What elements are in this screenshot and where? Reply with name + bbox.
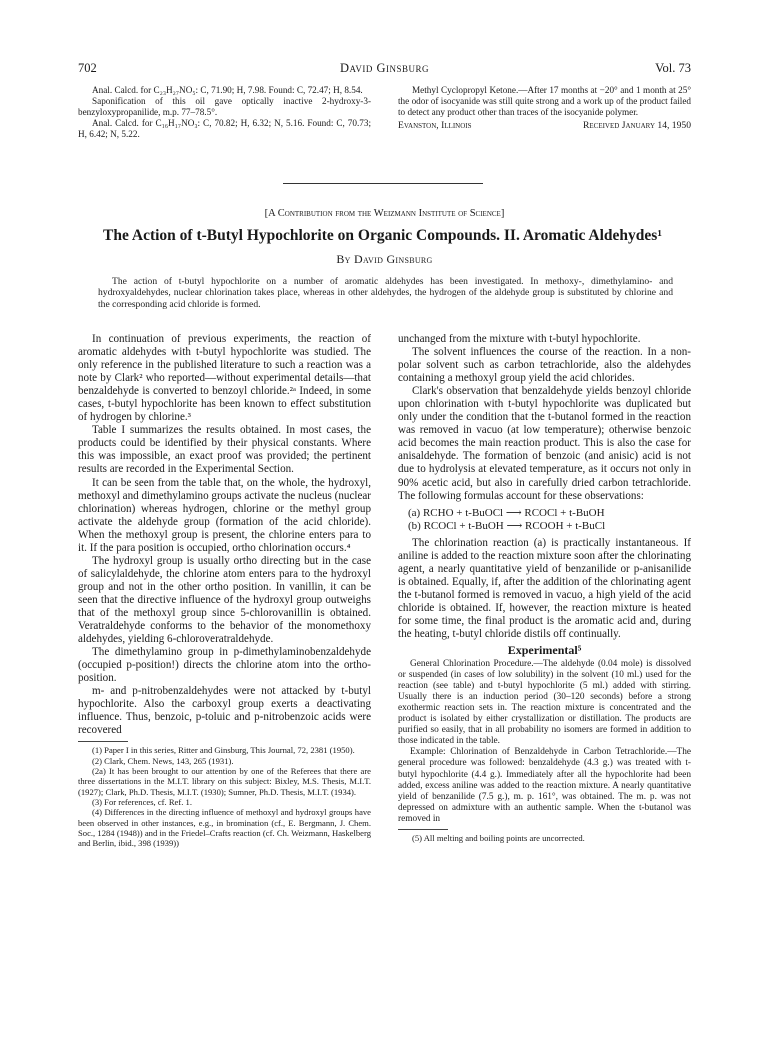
footnote-rule <box>78 741 128 742</box>
footnote-rule-right <box>398 829 448 830</box>
page-number: 702 <box>78 61 97 75</box>
right-paragraph-3: Clark's observation that benzaldehyde yields benzoyl chloride upon chlorination with t-butyl hypochlorite was duplicated but only under the condition that the t-butanol formed in the reaction was removed in vacuo (at low temperature); otherwise benzoic acid becomes the main reaction product. This is also the case for anisaldehyde. The formation of benzoic (and anisic) acid is not due to hydrolysis at elevated temperature, as it occurs not only in 90% acetic acid, but also in carefully dried carbon tetrachloride. The following formulas account for these observations: <box>398 385 691 502</box>
left-paragraph-2: Table I summarizes the results obtained. In most cases, the products could be identified by their physical constants. Where this was impossible, an exact proof was provided; the pertinent results are recorded in the Experimental Section. <box>78 424 371 476</box>
equation-a: (a) RCHO + t-BuOCl ⟶ RCOCl + t-BuOH <box>408 506 605 519</box>
prev-article-right <box>398 85 691 131</box>
footnote-3: (3) For references, cf. Ref. 1. <box>92 796 192 807</box>
left-paragraph-6: m- and p-nitrobenzaldehydes were not attacked by t-butyl hypochlorite. Also the carboxyl group exerts a deactivating influence. Thus, benzoic, p-toluic and p-nitrobenzoic acids were recovered <box>78 685 371 737</box>
right-paragraph-1: unchanged from the mixture with t-butyl hypochlorite. <box>398 333 641 345</box>
footnote-2a: (2a) It has been brought to our attention by one of the Referees that there are three dissertations in the M.I.T. library on this subject: Bixley, M.S. Thesis, M.I.T. (1927); Clark, Ph.D. Thesis, M.I.T. (1930); Sumner, Ph.D. Thesis, M.I.T. (1934). <box>78 766 371 797</box>
left-paragraph-4: The hydroxyl group is usually ortho directing but in the case of salicylaldehyde, the chlorine atom enters para to the hydroxyl group and not in the other ortho position. In vanillin, it can be seen that the directive influence of the hydroxyl group outweighs that of the methoxyl group since 5-chlorovanillin is obtained. Veratraldehyde conforms to the behavior of the monomethoxy aldehydes, yielding 6-chloroveratraldehyde. <box>78 554 371 646</box>
general-procedure: General Chlorination Procedure.—The aldehyde (0.04 mole) is dissolved or suspended (in cases of low solubility) in the solvent (10 ml.) used for the reaction (see table) and t-butyl hypochlorite (5 ml.) added with stirring. Usually there is an induction period (30–120 seconds) before a strong exothermic reaction sets in. The reaction mixture is concentrated and the product is isolated by either crystallization or distillation. The products are purified so easily, that in all probability no isomers are formed in addition to those indicated in the table. <box>398 659 691 747</box>
right-column <box>398 333 691 843</box>
place-label: Evanston, Illinois <box>398 120 472 131</box>
abstract: The action of t-butyl hypochlorite on a number of aromatic aldehydes has been investigated. In methoxy-, dimethylamino- and hydroxyaldehydes, nuclear chlorination takes place, whereas in other aldehydes, the hydrogen of the aldehyde group is substituted by chlorine and the corresponding acid chloride is formed. <box>98 276 673 310</box>
equation-b: (b) RCOCl + t-BuOH ⟶ RCOOH + t-BuCl <box>408 519 606 532</box>
article-title: The Action of t-Butyl Hypochlorite on Organic Compounds. II. Aromatic Aldehydes¹ <box>103 227 662 244</box>
prev-analysis-2: Anal. Calcd. for C₁₆H₁₇NO₃: C, 70.82; H, 6.32; N, 5.16. Found: C, 70.73; H, 6.42; N, 5.22. <box>78 118 371 139</box>
left-paragraph-3: It can be seen from the table that, on the whole, the hydroxyl, methoxyl and dimethylamino groups activate the nucleus (nuclear chlorination) whereas hydrogen, chlorine or the methyl group activate the aldehyde group (formation of the acid chloride). When the methoxyl group is present, the chlorine enters para to it. If the para position is occupied, ortho chlorination occurs.⁴ <box>78 476 371 554</box>
volume-label: Vol. 73 <box>655 61 691 75</box>
reaction-equations <box>408 507 691 533</box>
example-procedure: Example: Chlorination of Benzaldehyde in Carbon Tetrachloride.—The general procedure was followed: benzaldehyde (4.3 g.) was treated with t-butyl hypochlorite (4.4 g.). Immediately after all the hypochlorite had been added, excess aniline was added to the reaction mixture. A nearly quantitative yield of benzanilide (7.5 g.), m. p. 161°, was obtained. The m. p. was not depressed on admixture with an authentic sample. When the t-butanol was removed in <box>398 747 691 824</box>
footnote-5: (5) All melting and boiling points are uncorrected. <box>412 832 585 843</box>
prev-article-left <box>78 85 371 140</box>
footnote-1: (1) Paper I in this series, Ritter and Ginsburg, This Journal, 72, 2381 (1950). <box>92 745 355 756</box>
article-byline: By David Ginsburg <box>336 252 433 266</box>
contribution-line: [A Contribution from the Weizmann Institute of Science] <box>264 208 505 219</box>
right-paragraph-4: The chlorination reaction (a) is practically instantaneous. If aniline is added to the reaction mixture soon after the chlorinating agent, a nearly quantitative yield of benzanilide or p-anisanilide is obtained. Equally, if, after the addition of the chlorinating agent the t-butanol formed is removed in vacuo, a high yield of the acid chloride is obtained. If, however, the reaction mixture is heated for some time, the final product is the aromatic acid and, during the heating, t-butyl chloride distils off continually. <box>398 536 691 640</box>
running-author: David Ginsburg <box>339 61 430 75</box>
experimental-heading: Experimental⁵ <box>507 642 582 657</box>
left-paragraph-1: In continuation of previous experiments, the reaction of aromatic aldehydes with t-butyl hypochlorite was studied. The only reference in the published literature to such a reaction was a note by Clark² who reported—without experimental details—that benzaldehyde is converted to benzoyl chloride.²ᵃ Indeed, in some cases, t-butyl hypochlorite has been known to effect substitution of hydrogen by chlorine.³ <box>78 333 371 424</box>
section-divider <box>283 183 483 184</box>
received-date: Received January 14, 1950 <box>582 120 691 131</box>
received-line <box>398 120 691 131</box>
right-paragraph-2: The solvent influences the course of the reaction. In a non-polar solvent such as carbon tetrachloride, also the aldehydes containing a methoxyl group yield the acid chlorides. <box>398 346 691 385</box>
experimental-section <box>398 659 691 825</box>
footnote-2: (2) Clark, Chem. News, 143, 265 (1931). <box>92 755 234 766</box>
left-paragraph-5: The dimethylamino group in p-dimethylaminobenzaldehyde (occupied p-position!) directs the chlorine atom into the ortho-position. <box>78 646 371 685</box>
prev-saponification: Saponification of this oil gave optically inactive 2-hydroxy-3-benzyloxypropanilide, m.p. 77–78.5°. <box>78 96 371 117</box>
left-column <box>78 333 371 848</box>
prev-analysis-1: Anal. Calcd. for C₂₃H₂₇NO₅: C, 71.90; H, 7.98. Found: C, 72.47; H, 8.54. <box>92 85 363 95</box>
footnote-4: (4) Differences in the directing influence of methoxyl and hydroxyl groups have been observed in other instances, e.g., in bromination (cf., E. Bergmann, J. Chem. Soc., 1284 (1948)) and in the Friedel–Crafts reaction (cf. Ch. Weizmann, Haskelberg and Berlin, ibid., 398 (1939)) <box>78 807 371 849</box>
prev-ketone-paragraph: Methyl Cyclopropyl Ketone.—After 17 months at −20° and 1 month at 25° the odor of isocyanide was still quite strong and a work up of the product failed to detect any product other than traces of the isocyanide polymer. <box>398 85 691 117</box>
